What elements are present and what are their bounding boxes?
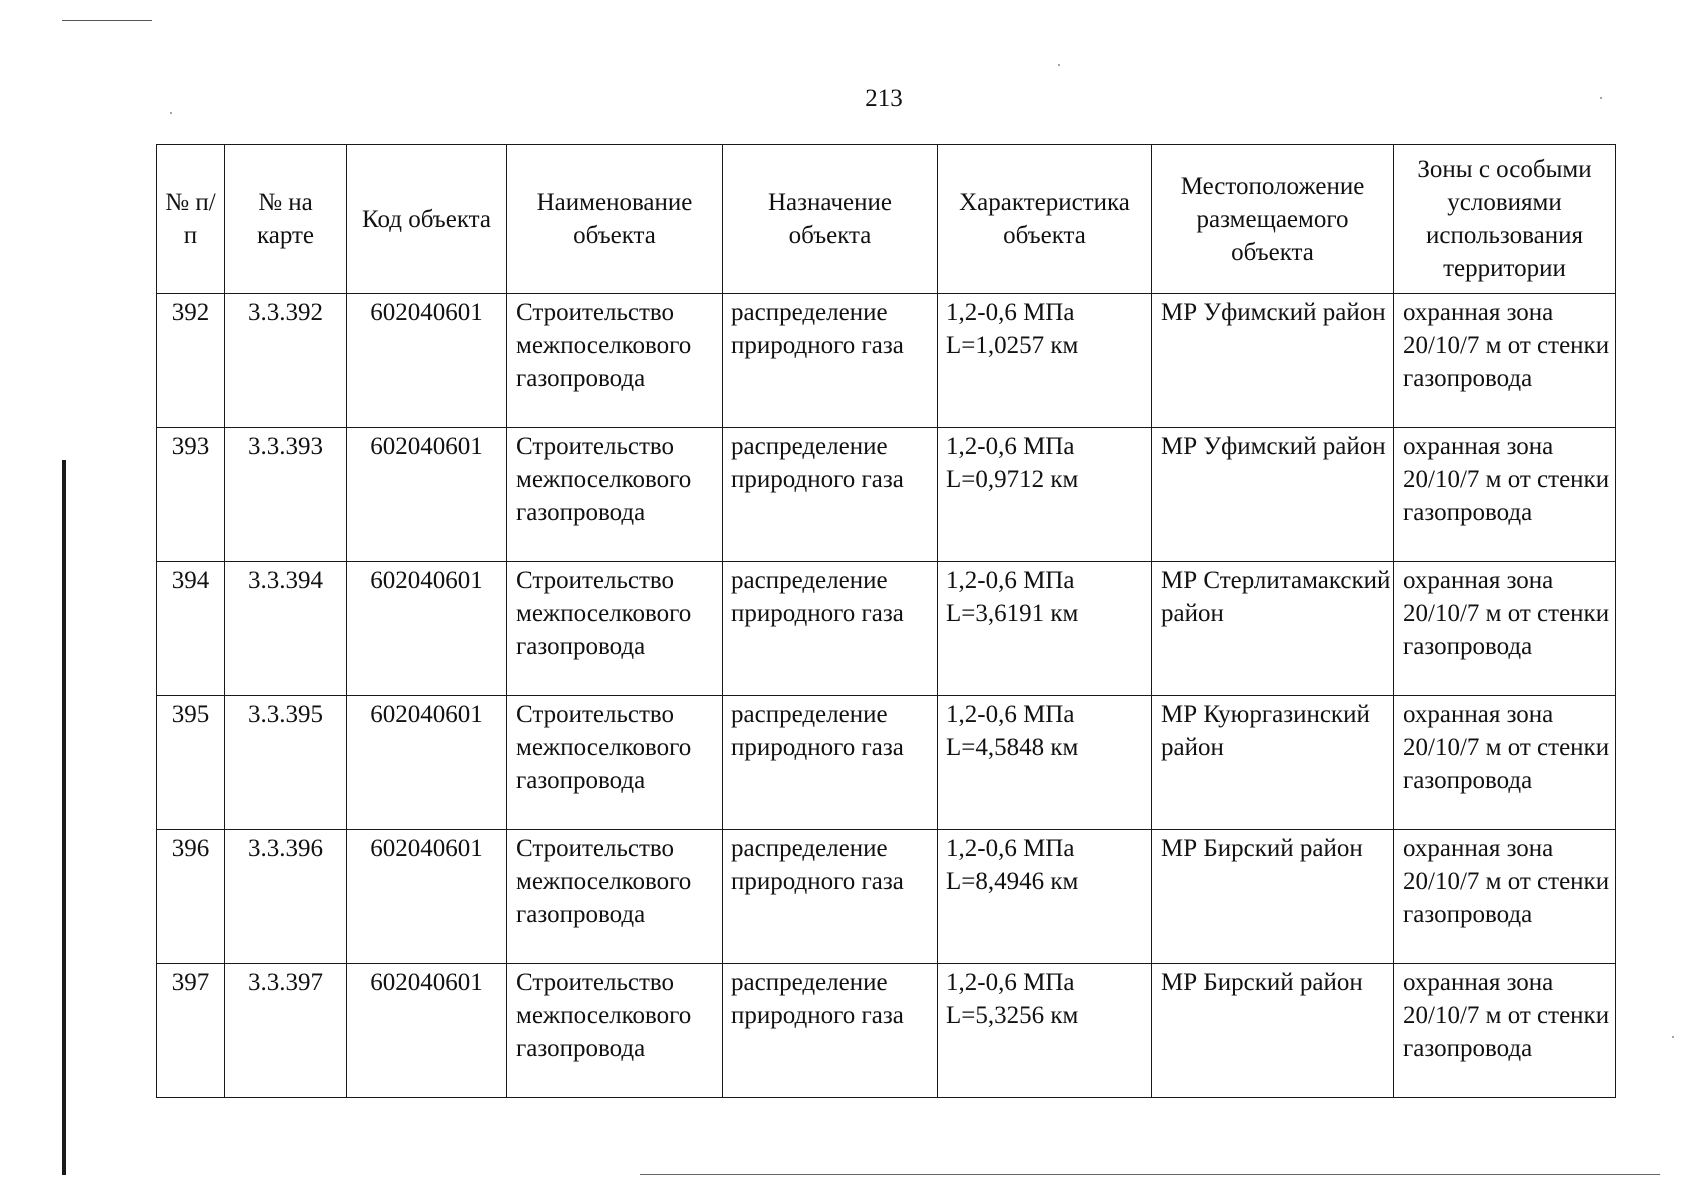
table-row xyxy=(157,964,1616,1098)
length-value: L=0,9712 км xyxy=(946,466,1079,493)
pressure-value: 1,2-0,6 МПа xyxy=(946,299,1075,326)
cell-object-name: Строительство межпоселкового газопровода xyxy=(507,562,723,696)
cell-row-number: 393 xyxy=(157,428,225,562)
scan-speck xyxy=(1058,64,1060,66)
cell-object-characteristics xyxy=(938,830,1152,964)
pressure-value: 1,2-0,6 МПа xyxy=(946,433,1075,460)
table-header xyxy=(157,145,1616,294)
cell-special-zone: охранная зона 20/10/7 м от стенки газопровода xyxy=(1394,562,1616,696)
cell-row-number: 397 xyxy=(157,964,225,1098)
cell-object-characteristics xyxy=(938,428,1152,562)
cell-row-number: 392 xyxy=(157,294,225,428)
cell-object-purpose: распределение природного газа xyxy=(723,294,938,428)
cell-object-purpose: распределение природного газа xyxy=(723,830,938,964)
cell-object-characteristics xyxy=(938,964,1152,1098)
scan-bar-left xyxy=(62,460,66,1175)
scan-speck xyxy=(1672,1036,1674,1038)
cell-object-code: 602040601 xyxy=(347,830,507,964)
cell-object-purpose: распределение природного газа xyxy=(723,428,938,562)
length-value: L=8,4946 км xyxy=(946,868,1079,895)
cell-object-name: Строительство межпоселкового газопровода xyxy=(507,830,723,964)
cell-special-zone: охранная зона 20/10/7 м от стенки газопровода xyxy=(1394,428,1616,562)
objects-table xyxy=(156,144,1616,1098)
length-value: L=3,6191 км xyxy=(946,600,1079,627)
length-value: L=5,3256 км xyxy=(946,1002,1079,1029)
cell-special-zone: охранная зона 20/10/7 м от стенки газопровода xyxy=(1394,294,1616,428)
cell-object-location: МР Бирский район xyxy=(1152,830,1394,964)
cell-object-purpose: распределение природного газа xyxy=(723,562,938,696)
length-value: L=1,0257 км xyxy=(946,332,1079,359)
header-object-purpose: Назначение объекта xyxy=(723,145,938,294)
cell-object-name: Строительство межпоселкового газопровода xyxy=(507,294,723,428)
cell-object-code: 602040601 xyxy=(347,428,507,562)
header-map-number: № на карте xyxy=(225,145,347,294)
cell-row-number: 396 xyxy=(157,830,225,964)
table-row xyxy=(157,830,1616,964)
cell-object-location: МР Бирский район xyxy=(1152,964,1394,1098)
cell-row-number: 395 xyxy=(157,696,225,830)
cell-object-name: Строительство межпоселкового газопровода xyxy=(507,964,723,1098)
cell-object-location: МР Уфимский район xyxy=(1152,428,1394,562)
cell-special-zone: охранная зона 20/10/7 м от стенки газопровода xyxy=(1394,830,1616,964)
pressure-value: 1,2-0,6 МПа xyxy=(946,701,1075,728)
page-number: 213 xyxy=(865,85,903,112)
scan-line-bottom xyxy=(640,1174,1660,1175)
table-row xyxy=(157,562,1616,696)
cell-map-number: 3.3.397 xyxy=(225,964,347,1098)
cell-object-code: 602040601 xyxy=(347,294,507,428)
cell-special-zone: охранная зона 20/10/7 м от стенки газопровода xyxy=(1394,964,1616,1098)
table-row xyxy=(157,428,1616,562)
cell-object-code: 602040601 xyxy=(347,696,507,830)
header-object-code: Код объекта xyxy=(347,145,507,294)
cell-object-purpose: распределение природного газа xyxy=(723,696,938,830)
pressure-value: 1,2-0,6 МПа xyxy=(946,969,1075,996)
cell-object-characteristics xyxy=(938,294,1152,428)
header-special-zones: Зоны с особыми условиями использования территории xyxy=(1394,145,1616,294)
scan-line-top xyxy=(62,20,152,21)
cell-object-name: Строительство межпоселкового газопровода xyxy=(507,696,723,830)
table-row xyxy=(157,294,1616,428)
cell-row-number: 394 xyxy=(157,562,225,696)
header-object-characteristics: Характеристика объекта xyxy=(938,145,1152,294)
pressure-value: 1,2-0,6 МПа xyxy=(946,567,1075,594)
cell-object-code: 602040601 xyxy=(347,964,507,1098)
header-row-number: № п/п xyxy=(157,145,225,294)
cell-map-number: 3.3.392 xyxy=(225,294,347,428)
cell-object-location: МР Уфимский район xyxy=(1152,294,1394,428)
cell-object-code: 602040601 xyxy=(347,562,507,696)
cell-object-characteristics xyxy=(938,562,1152,696)
pressure-value: 1,2-0,6 МПа xyxy=(946,835,1075,862)
cell-special-zone: охранная зона 20/10/7 м от стенки газопровода xyxy=(1394,696,1616,830)
cell-map-number: 3.3.393 xyxy=(225,428,347,562)
cell-map-number: 3.3.395 xyxy=(225,696,347,830)
header-object-name: Наименование объекта xyxy=(507,145,723,294)
header-row xyxy=(157,145,1616,294)
cell-map-number: 3.3.394 xyxy=(225,562,347,696)
cell-object-purpose: распределение природного газа xyxy=(723,964,938,1098)
table-row xyxy=(157,696,1616,830)
header-object-location: Местоположение размещаемого объекта xyxy=(1152,145,1394,294)
cell-object-characteristics xyxy=(938,696,1152,830)
cell-map-number: 3.3.396 xyxy=(225,830,347,964)
cell-object-name: Строительство межпоселкового газопровода xyxy=(507,428,723,562)
cell-object-location: МР Куюргазинский район xyxy=(1152,696,1394,830)
length-value: L=4,5848 км xyxy=(946,734,1079,761)
cell-object-location: МР Стерлитамакский район xyxy=(1152,562,1394,696)
table-body xyxy=(157,294,1616,1098)
